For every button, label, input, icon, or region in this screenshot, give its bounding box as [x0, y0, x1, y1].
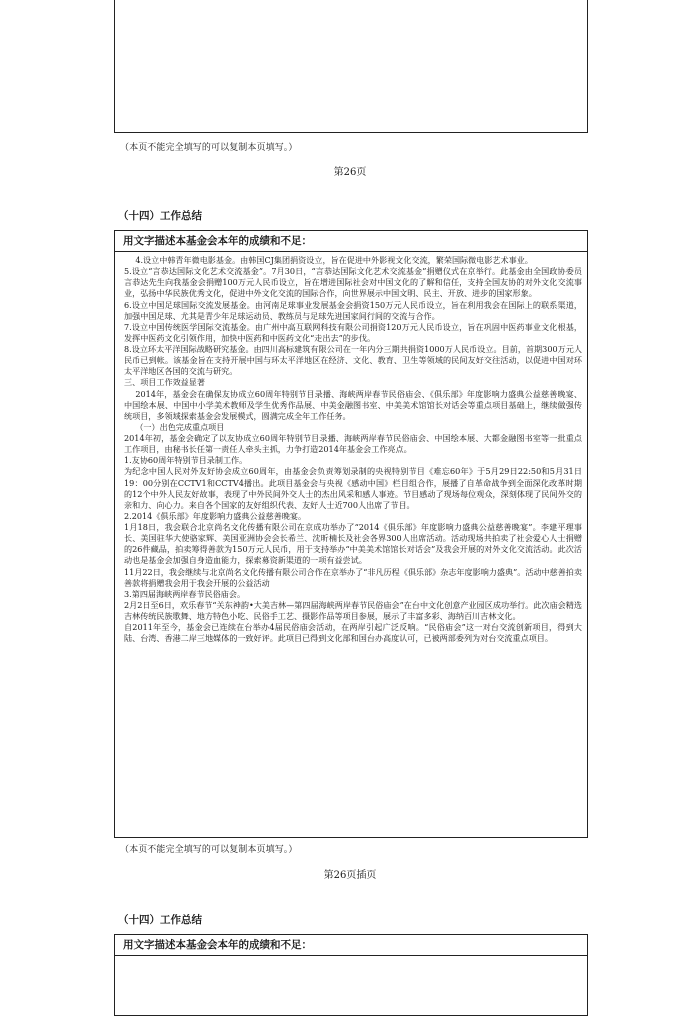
summary-paragraph: 三、项目工作效益显著: [124, 377, 205, 388]
work-summary-box: [114, 230, 588, 838]
summary-paragraph: 4.设立中韩青年微电影基金。由韩国CJ集团捐资设立，旨在促进中外影视文化交流，繁荣国际微电影艺术事业。: [135, 255, 533, 265]
summary-paragraph: 5.设立“言恭达国际文化艺术交流基金”。7月30日，“言恭达国际文化艺术交流基金”捐赠仪式在京举行。此基金由全国政协委员言恭达先生向我基金会捐赠100万元人民币设立，旨在增进国际社会对中国文化的了解和信任，支持全国友协的对外文化交流事业，弘扬中华民族优秀文化，促进中外文化交流的国际合作，向世界展示中国文明、民主、开放、进步的国家形象。: [124, 266, 582, 299]
summary-paragraph: 2014年，基金会在确保友协成立60周年特别节目录播、海峡两岸春节民俗庙会、《俱乐部》年度影响力盛典公益慈善晚宴、中国绘本展、中国中小学美术教师及学生优秀作品展、中美金融图书室、中美美术馆馆长对话会等重点项目基础上，继续做强传统项目，多领域探索基金会发展模式，圆满完成全年工作任务。: [124, 388, 582, 421]
summary-paragraph: 为纪念中国人民对外友好协会成立60周年，由基金会负责筹划录制的央视特别节目《难忘60年》于5月29日22:50和5月31日19：00分别在CCTV1和CCTV4播出。此项目基金会与央视《感动中国》栏目组合作，展播了自革命战争到全面深化改革时期的12个中外人民友好故事，表现了中外民间外交人士的杰出风采和感人事迹。节目感动了现场每位观众，深刻体现了民间外交的亲和力、向心力。来自各个国家的友好组织代表、友好人士近700人出席了节目。: [124, 466, 582, 510]
summary-paragraph: 2014年初，基金会确定了以友协成立60周年特别节目录播、海峡两岸春节民俗庙会、中国绘本展、大都金融图书室等一批重点工作项目，由秘书长任第一责任人牵头主抓，力争打造2014年基金会工作亮点。: [124, 433, 582, 455]
page-number: 第26页: [333, 167, 367, 178]
summary-paragraph: 3.第四届海峡两岸春节民俗庙会。: [124, 588, 246, 599]
summary-paragraph: 11月22日，我会继续与北京尚名文化传播有限公司合作在京举办了“非凡历程《俱乐部》杂志年度影响力盛典”。活动中慈善拍卖善款将捐赠我会用于我会开展的公益活动: [124, 566, 582, 588]
work-summary-text: [115, 252, 587, 644]
summary-paragraph: 1.友协60周年特别节目录制工作。: [124, 455, 248, 466]
work-summary-header: 用文字描述本基金会本年的成绩和不足：: [115, 231, 587, 252]
summary-paragraph: 8.设立环太平洋国际战略研究基金。由四川高标建筑有限公司在一年内分三期共捐资1000万人民币设立。目前，首期300万元人民币已到帐。该基金旨在支持开展中国与环太平洋地区在经济、文化、教育、卫生等领域的民间友好交往活动，以促进中国对环太平洋地区各国的交流与研究。: [124, 344, 582, 377]
section-title: （十四）工作总结: [118, 210, 202, 222]
top-fill-note: （本页不能完全填写的可以复制本页填写。）: [120, 143, 298, 153]
bottom-fill-note: （本页不能完全填写的可以复制本页填写。）: [120, 845, 298, 855]
summary-paragraph: （一）出色完成重点项目: [135, 421, 225, 432]
summary-paragraph: 2.2014《俱乐部》年度影响力盛典公益慈善晚宴。: [124, 510, 307, 521]
previous-page-content-box: [114, 0, 588, 133]
summary-paragraph: 1月18日，我会联合北京尚名文化传播有限公司在京成功举办了“2014《俱乐部》年度影响力盛典公益慈善晚宴”。李建平理事长、美国驻华大使骆家辉、美国亚洲协会会长希兰、沈昕楠长及社会各界300人出席活动。活动现场共拍卖了社会爱心人士捐赠的26件藏品，拍卖筹得善款为150万元人民币，用于支持举办“中美美术馆馆长对话会”及我会开展的对外文化交流活动。此次活动也是基金会加强自身造血能力，探索募资新渠道的一项有益尝试。: [124, 522, 582, 566]
summary-paragraph: 7.设立中国传统医学国际交流基金。由广州中高互联网科技有限公司捐资120万元人民币设立，旨在巩固中医药事业文化根基，发挥中医药文化引领作用，加快中医药和中医药文化“走出去”的步伐。: [124, 321, 582, 343]
summary-paragraph: 自2011年至今，基金会已连续在台举办4届民俗庙会活动，在两岸引起广泛反响。“民俗庙会”这一对台交流创新项目，得到大陆、台湾、香港二岸三地媒体的一致好评。此项目已得到文化部和国台办高度认可，已被两部委列为对台交流重点项目。: [124, 622, 582, 644]
summary-paragraph: 6.设立中国足球国际交流发展基金。由河南足球事业发展基金会捐资150万元人民币设立，旨在利用我会在国际上的联系渠道，加强中国足球、尤其是青少年足球运动员、教练员与足球先进国家间行间的交流与合作。: [124, 299, 582, 321]
summary-paragraph: 2月2日至6日，欢乐春节“关东神韵•大美吉林—第四届海峡两岸春节民俗庙会”在台中文化创意产业园区成功举行。此次庙会精选吉林传统民族歌舞、地方特色小吃、民俗手工艺、摄影作品等项目参展，展示了丰富多彩、海纳百川吉林文化。: [124, 599, 582, 621]
section-title-continued: （十四）工作总结: [118, 914, 202, 926]
work-summary-header-continued: 用文字描述本基金会本年的成绩和不足：: [115, 935, 587, 956]
insert-page-number: 第26页插页: [323, 870, 377, 881]
work-summary-box-continued: [114, 934, 588, 1016]
